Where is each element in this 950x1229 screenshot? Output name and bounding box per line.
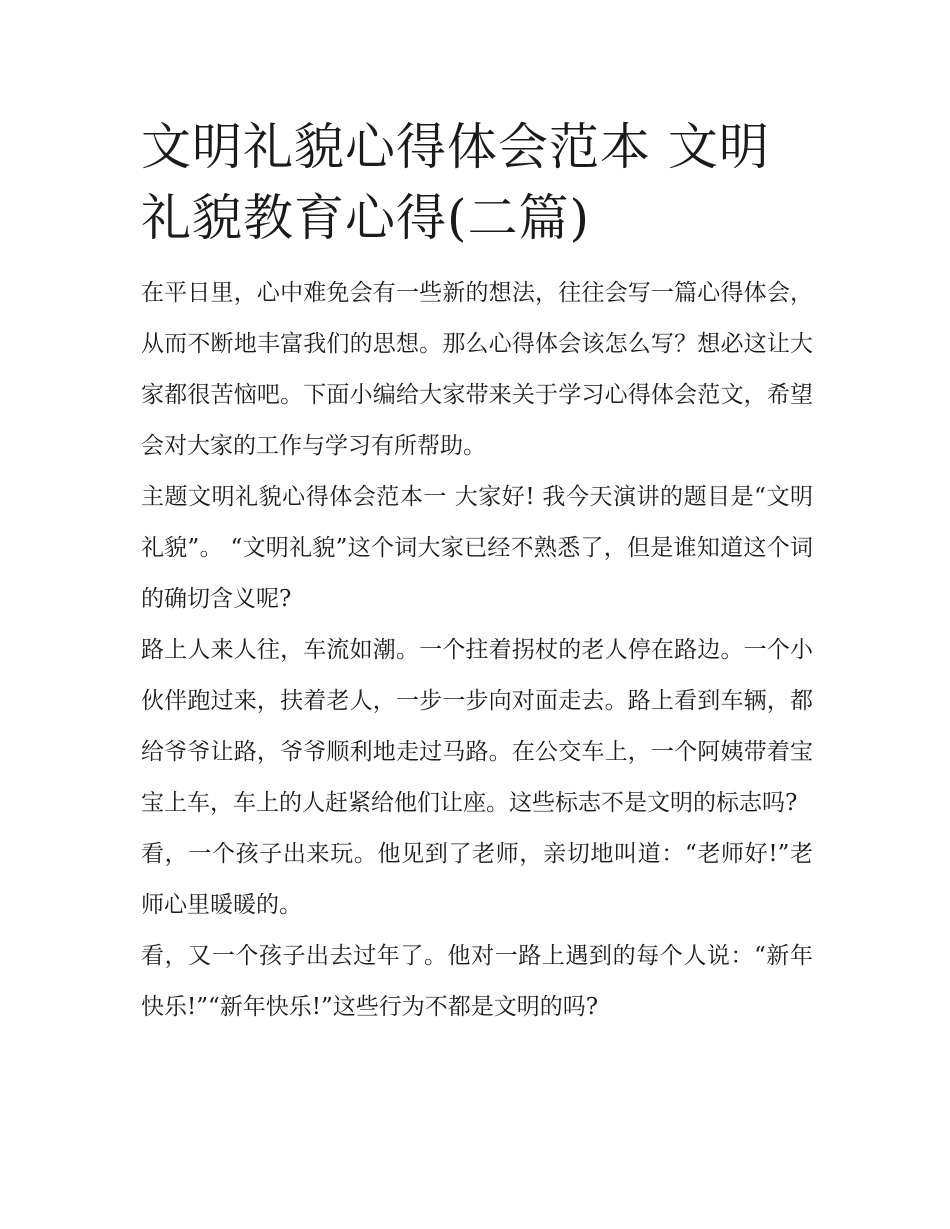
paragraph-intro: 在平日里，心中难免会有一些新的想法，往往会写一篇心得体会，从而不断地丰富我们的思想。那么心得体会该怎么写？想必这让大家都很苦恼吧。下面小编给大家带来关于学习心得体会范文，希望会对大家的工作与学习有所帮助。 [141,280,813,459]
paragraph-street-scene: 路上人来人往，车流如潮。一个拄着拐杖的老人停在路边。一个小伙伴跑过来，扶着老人，一步一步向对面走去。路上看到车辆，都给爷爷让路，爷爷顺利地走过马路。在公交车上，一个阿姨带着宝宝上车，车上的人赶紧给他们让座。这些标志不是文明的标志吗? [141,637,813,816]
document-title: 文明礼貌心得体会范本 文明礼貌教育心得(二篇) [141,118,770,247]
paragraph-new-year: 看，又一个孩子出去过年了。他对一路上遇到的每个人说：“新年快乐!”“新年快乐!”这些行为不都是文明的吗? [141,943,813,1020]
paragraph-greeting-teacher: 看，一个孩子出来玩。他见到了老师，亲切地叫道：“老师好!”老师心里暖暖的。 [141,841,813,918]
paragraph-speech-opening: 主题文明礼貌心得体会范本一 大家好! 我今天演讲的题目是“文明礼貌”。 “文明礼貌”这个词大家已经不熟悉了，但是谁知道这个词的确切含义呢? [141,484,813,612]
document-page [141,112,813,1033]
